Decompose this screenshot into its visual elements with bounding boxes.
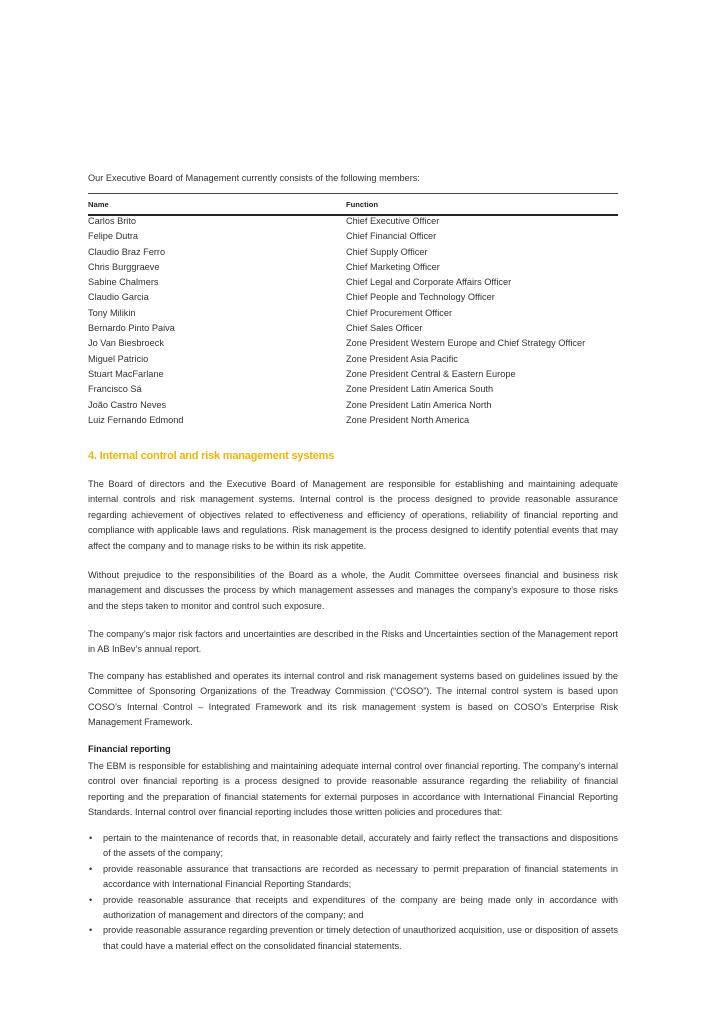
member-function: Chief Sales Officer <box>346 323 423 334</box>
member-function: Chief Supply Officer <box>346 246 428 257</box>
member-name: Bernardo Pinto Paiva <box>88 323 175 334</box>
member-name: Claudio Garcia <box>88 292 149 303</box>
subheading-financial-reporting: Financial reporting <box>88 744 171 754</box>
bullet-list <box>88 831 618 954</box>
member-name: Miguel Patricio <box>88 353 149 364</box>
table-row <box>88 277 618 292</box>
bullet-icon: • <box>89 925 93 936</box>
list-item <box>88 862 618 893</box>
member-function: Chief Legal and Corporate Affairs Officer <box>346 277 512 288</box>
members-table-body <box>88 216 618 430</box>
body-paragraph: The Board of directors and the Executive Board of Management are responsible for establishing and maintaining adequate internal controls and risk management systems. Internal control is the process designed to provide reasonable assurance regarding achievement of objectives related to effectiveness and efficiency of operations, reliability of financial reporting and compliance with applicable laws and regulations. Risk management is the process designed to identify potential events that may affect the company and to manage risks to be within its risk appetite. <box>88 479 618 551</box>
member-function: Chief Marketing Officer <box>346 261 440 272</box>
table-row <box>88 292 618 307</box>
section-heading: 4. Internal control and risk management systems <box>88 450 335 462</box>
member-name: Sabine Chalmers <box>88 277 159 288</box>
body-paragraph: The company has established and operates its internal control and risk management systems based on guidelines issued by the Committee of Sponsoring Organizations of the Treadway Commission (“COSO”). The internal control system is based upon COSO’s Internal Control – Integrated Framework and its risk management system is based on COSO’s Enterprise Risk Management Framework. <box>88 671 618 728</box>
bullet-icon: • <box>89 894 93 905</box>
member-function: Zone President North America <box>346 414 470 425</box>
member-function: Chief Executive Officer <box>346 216 440 226</box>
table-row <box>88 400 618 415</box>
list-item-text: provide reasonable assurance that transactions are recorded as necessary to permit preparation of financial statements in accordance with International Financial Reporting Standards; <box>103 863 618 890</box>
table-row <box>88 384 618 399</box>
members-table-header <box>88 193 618 216</box>
table-row <box>88 354 618 369</box>
member-name: Jo Van Biesbroeck <box>88 338 164 349</box>
bullet-icon: • <box>89 863 93 874</box>
list-item-text: pertain to the maintenance of records that, in reasonable detail, accurately and fairly reflect the transactions and dispositions of the assets of the company; <box>103 833 618 859</box>
member-name: Francisco Sá <box>88 384 142 395</box>
list-item <box>88 923 618 954</box>
member-name: Stuart MacFarlane <box>88 368 164 379</box>
member-function: Zone President Central & Eastern Europe <box>346 368 516 379</box>
table-row <box>88 216 618 231</box>
member-function: Zone President Latin America North <box>346 399 492 410</box>
member-name: Chris Burggraeve <box>88 261 160 272</box>
member-name: Luiz Fernando Edmond <box>88 414 184 425</box>
intro-text: Our Executive Board of Management currently consists of the following members: <box>88 173 420 183</box>
list-item <box>88 893 618 924</box>
member-function: Chief Procurement Officer <box>346 307 453 318</box>
member-name: Felipe Dutra <box>88 231 139 242</box>
member-function: Zone President Asia Pacific <box>346 353 458 364</box>
bullet-icon: • <box>89 833 93 843</box>
table-row <box>88 338 618 353</box>
body-paragraph: The company’s major risk factors and uncertainties are described in the Risks and Uncertainties section of the Management report in AB InBev’s annual report. <box>88 629 618 655</box>
list-item-text: provide reasonable assurance regarding prevention or timely detection of unauthorized acquisition, use or disposition of assets that could have a material effect on the consolidated financial statements. <box>103 925 618 951</box>
member-name: Carlos Brito <box>88 216 136 226</box>
member-name: João Castro Neves <box>88 399 167 410</box>
table-row <box>88 415 618 430</box>
member-function: Zone President Latin America South <box>346 384 494 395</box>
body-paragraph: Without prejudice to the responsibilities of the Board as a whole, the Audit Committee oversees financial and business risk management and discusses the process by which management assesses and manages the company’s exposure to those risks and the steps taken to monitor and control such exposure. <box>88 570 618 611</box>
table-row <box>88 323 618 338</box>
table-row <box>88 262 618 277</box>
body-paragraph: The EBM is responsible for establishing and maintaining adequate internal control over financial reporting. The company’s internal control over financial reporting is a process designed to provide reasonable assurance regarding the reliability of financial reporting and the preparation of financial statements for external purposes in accordance with International Financial Reporting Standards. Internal control over financial reporting includes those written policies and procedures that: <box>88 761 618 818</box>
member-name: Tony Milikin <box>88 307 136 318</box>
table-row <box>88 231 618 246</box>
column-header-name: Name <box>88 200 109 209</box>
table-row <box>88 247 618 262</box>
member-name: Claudio Braz Ferro <box>88 246 166 257</box>
list-item-text: provide reasonable assurance that receipts and expenditures of the company are being made only in accordance with authorization of management and directors of the company; and <box>103 894 618 921</box>
table-row <box>88 369 618 384</box>
table-row <box>88 308 618 323</box>
column-header-function: Function <box>346 200 379 209</box>
list-item <box>88 831 618 862</box>
member-function: Chief People and Technology Officer <box>346 292 495 303</box>
member-function: Chief Financial Officer <box>346 231 437 242</box>
member-function: Zone President Western Europe and Chief Strategy Officer <box>346 338 586 349</box>
